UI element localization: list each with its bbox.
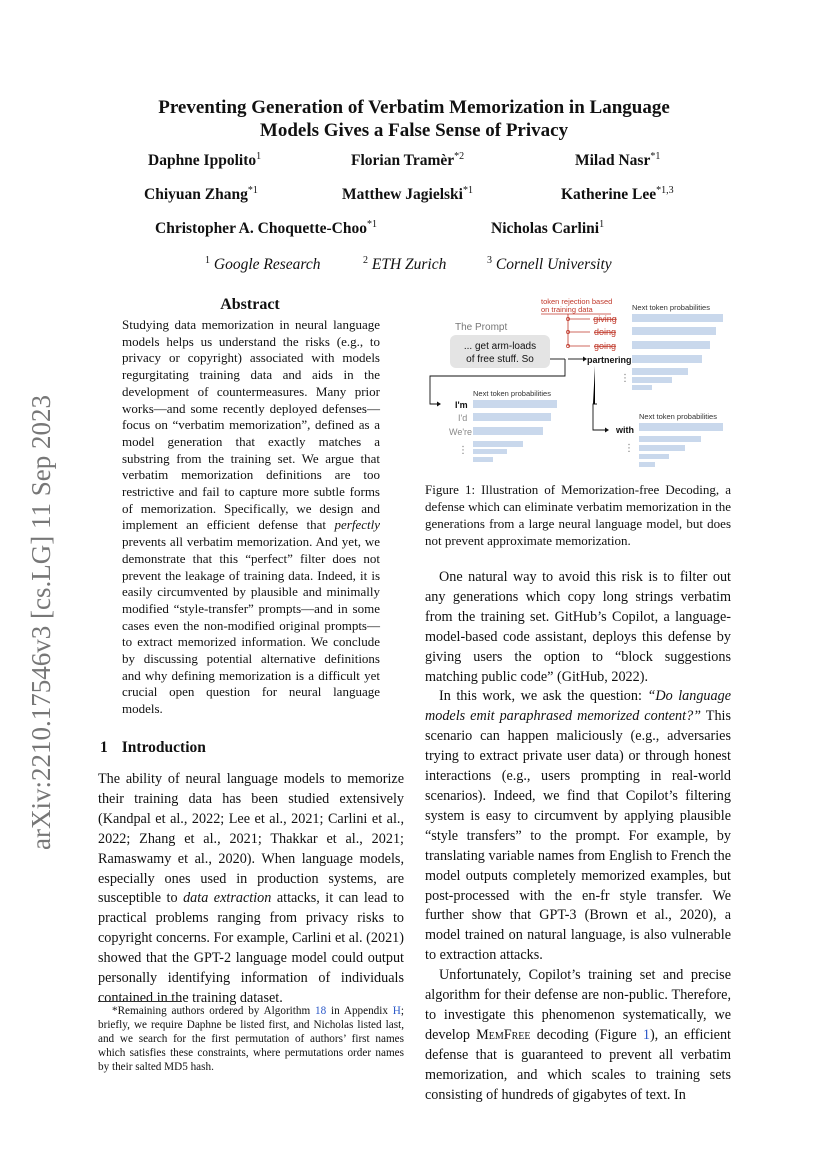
- prompt-label: The Prompt: [455, 322, 508, 333]
- section-heading: 1 Introduction: [100, 739, 206, 756]
- rejection-label-line1: token rejection based: [541, 297, 613, 306]
- footnote-rule: [98, 1001, 182, 1002]
- prob-bar: [632, 314, 723, 322]
- author-7: Christopher A. Choquette-Choo$^{*1}$: [155, 219, 377, 238]
- prob-bar: [632, 368, 688, 375]
- rejection-label-line2: on training data: [541, 305, 593, 314]
- arxiv-identifier: arXiv:2210.17546v3 [cs.LG] 11 Sep 2023: [26, 395, 56, 850]
- author-1: Daphne Ippolito$^1$: [148, 151, 262, 170]
- affiliation-3: $^3$ Cornell University: [487, 255, 612, 274]
- prob-bar: [473, 400, 557, 408]
- prob-bar: [632, 355, 702, 363]
- rejected-token-3: going: [593, 341, 617, 351]
- accepted-token: partnering: [587, 355, 632, 365]
- footnote: *Remaining authors ordered by Algorithm 18 in Appendix H; briefly, we require Daphne be listed first, and Nicholas listed last, and we search for the first permutation of authors’ first names which satisfies these constraints, where permutations order names by their salted MD5 hash.: [98, 1005, 404, 1073]
- affiliation-2: $^2$ ETH Zurich: [363, 255, 447, 274]
- arxiv-sidebar: [8, 360, 58, 860]
- ellipsis-bottom: ⋮: [624, 443, 634, 454]
- intro-paragraph: The ability of neural language models to memorize their training data has been studied extensively (Kandpal et al., 2022; Lee et al., 2021; Carlini et al., 2022; Zhang et al., 2021; Thakkar et al., 2021; Ramaswamy et al., 2020). When language models, especially ones used in production systems, are susceptible to data extraction attacks, it can lead to practical problems ranging from privacy risks to copyright concerns. For example, Carlini et al. (2021) showed that the GPT-2 language model could output personally identifying information of individuals contained in the training dataset.: [98, 771, 404, 1006]
- prompt-text-line1: ... get arm-loads: [463, 341, 537, 352]
- title-line-2: Models Gives a False Sense of Privacy: [259, 120, 569, 141]
- ellipsis-left: ⋮: [458, 445, 468, 456]
- ellipsis-top: ⋮: [620, 373, 630, 384]
- right-paragraph-3: Unfortunately, Copilot’s training set and precise algorithm for their defense are non-public. Therefore, to investigate this phenomenon systematically, we develop MemFree decoding (Figure 1), an efficient defense that is guaranteed to prevent all verbatim memorization, and which scales to training sets consisting of hundreds of gigabytes of text. In: [425, 967, 731, 1103]
- author-5: Matthew Jagielski$^{*1}$: [342, 185, 473, 204]
- prob-bar: [639, 462, 655, 467]
- prob-bar: [632, 377, 672, 383]
- prompt-text-line2: of free stuff. So: [466, 354, 534, 365]
- author-3: Milad Nasr$^{*1}$: [575, 151, 661, 170]
- right-paragraph-1: One natural way to avoid this risk is to filter out any generations which copy long strings verbatim from the training set. GitHub’s Copilot, a language-model-based code assistant, deploys this defense by giving users the option to “block suggestions matching public code” (GitHub, 2022).: [425, 569, 731, 685]
- paper-title: [100, 96, 728, 142]
- next-token-label-bottom: Next token probabilities: [639, 412, 717, 421]
- title-line-1: Preventing Generation of Verbatim Memorization in Language: [158, 97, 670, 118]
- next-token-label-top: Next token probabilities: [632, 303, 710, 312]
- left-token-2: I'd: [458, 413, 468, 423]
- algorithm-link[interactable]: 18: [314, 1005, 327, 1017]
- abstract-heading: Abstract: [220, 296, 280, 313]
- abstract-text: Studying data memorization in neural language models helps us understand the risks (e.g., to privacy or copyright) associated with models regurgitating training data and aids in the development of countermeasures. Many prior works—and some recently deployed defenses—focus on “verbatim memorization”, defined as a model generation that exactly matches a substring from the training set. We argue that verbatim memorization definitions are too restrictive and fail to capture more subtle forms of memorization. Specifically, we design and implement an efficient defense that perfectly prevents all verbatim memorization. And yet, we demonstrate that this “perfect” filter does not prevent the leakage of training data. Indeed, it is easily circumvented by plausible and minimally modified “style-transfer” prompts—and in some cases even the non-modified original prompts—to extract memorized information. We conclude by discussing potential alternative definitions and why defining memorization is a difficult yet crucial open question for neural language models.: [122, 317, 380, 717]
- rejection-arrows: [568, 319, 590, 346]
- prob-bar: [639, 454, 669, 459]
- next-token-label-left: Next token probabilities: [473, 389, 551, 398]
- left-token-1: I'm: [455, 400, 468, 410]
- prob-bar: [632, 327, 716, 335]
- right-paragraph-2: In this work, we ask the question: “Do language models emit paraphrased memorized content?” This scenario can happen maliciously (e.g., adversaries trying to extract private user data) or through honest interactions (e.g., users prompting in real-world scenarios). Indeed, we find that Copilot’s filtering system is easy to circumvent by applying plausible “style transfers” to the prompt. For example, by translating variable names from English to French the model outputs completely memorized examples, but post-processed with the en-fr style transfer. We further show that GPT-3 (Brown et al., 2020), a model trained on natural language, is also vulnerable to extraction attacks.: [425, 688, 732, 964]
- left-token-3: We're: [449, 427, 473, 437]
- appendix-link[interactable]: H: [392, 1005, 401, 1017]
- figure-caption: Figure 1: Illustration of Memorization-free Decoding, a defense which can eliminate verbatim memorization in the generations from a large neural language model, but does not prevent approximate memorization.: [425, 482, 731, 548]
- author-6: Katherine Lee$^{*1,3}$: [561, 185, 674, 204]
- rejected-token-1: giving: [593, 314, 617, 324]
- figure-link[interactable]: 1: [642, 1026, 650, 1043]
- bottom-token: with: [616, 425, 634, 435]
- right-column-body: [425, 568, 731, 1105]
- author-2: Florian Tramèr$^{*2}$: [351, 151, 465, 170]
- prob-bar: [473, 413, 551, 421]
- prob-bar: [473, 441, 523, 447]
- prob-bar: [639, 423, 723, 431]
- affiliation-1: $^1$ Google Research: [205, 255, 321, 274]
- prob-bar: [473, 427, 543, 435]
- prob-bar: [639, 436, 701, 442]
- prob-bar: [632, 341, 710, 349]
- rejected-token-2: doing: [593, 327, 617, 337]
- prob-bar: [632, 385, 652, 390]
- prob-bar: [473, 457, 493, 462]
- author-4: Chiyuan Zhang$^{*1}$: [144, 185, 258, 204]
- prob-bar: [639, 445, 685, 451]
- figure-1: [425, 296, 735, 471]
- prob-bar: [473, 449, 507, 454]
- branch-connector: [593, 404, 605, 430]
- author-8: Nicholas Carlini$^1$: [491, 219, 605, 238]
